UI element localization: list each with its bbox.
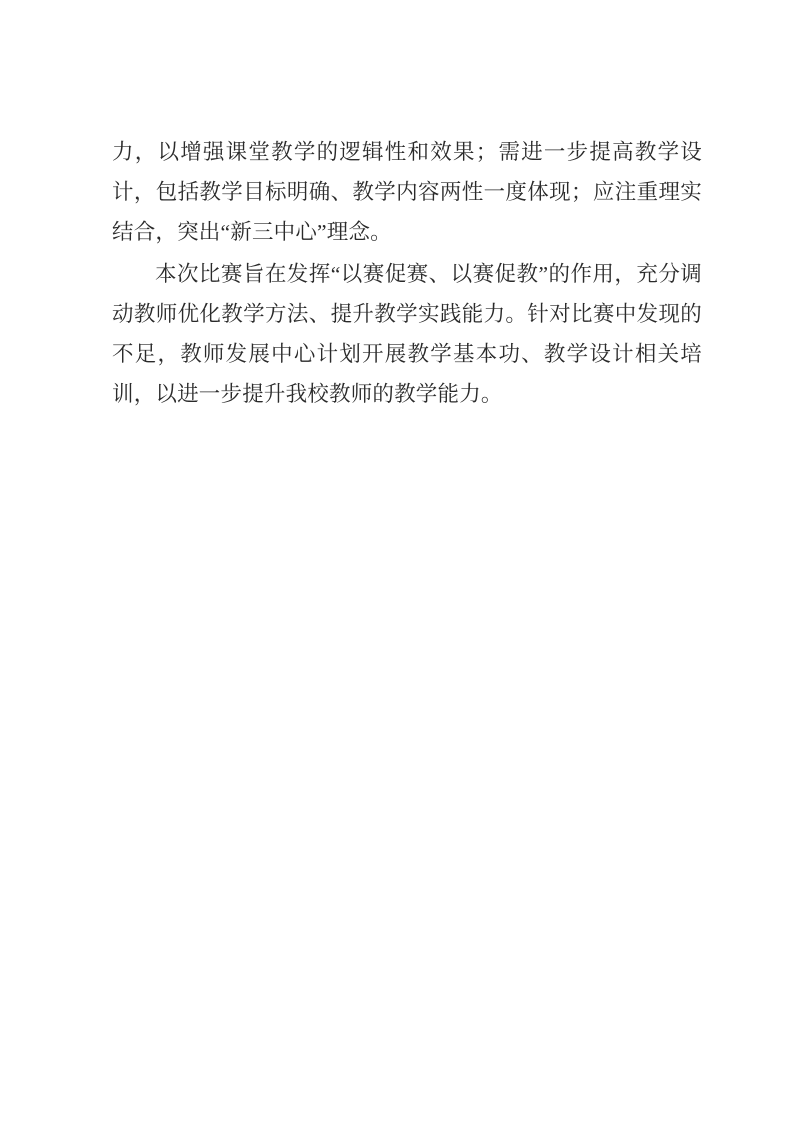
document-text-body (112, 132, 702, 416)
paragraph-summary: 本次比赛旨在发挥“以赛促赛、以赛促教”的作用，充分调动教师优化教学方法、提升教学实践能力。针对比赛中发现的不足，教师发展中心计划开展教学基本功、教学设计相关培训，以进一步提升我校教师的教学能力。 (112, 262, 702, 406)
paragraph-continued: 力，以增强课堂教学的逻辑性和效果；需进一步提高教学设计，包括教学目标明确、教学内容两性一度体现；应注重理实结合，突出“新三中心”理念。 (112, 140, 702, 244)
